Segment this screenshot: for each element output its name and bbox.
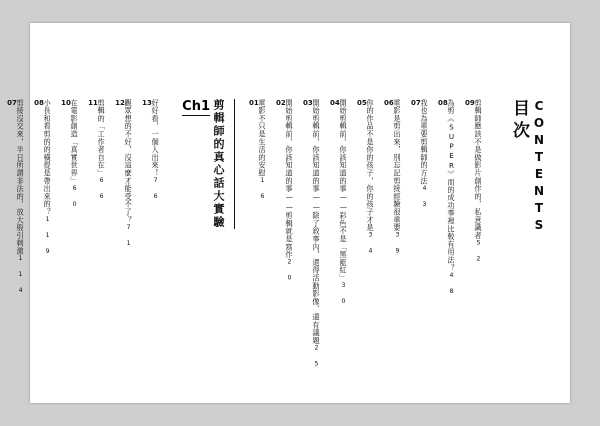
toc-entry-text: 開始剪輯前，你該知道的事——剪輯就是寫作 <box>285 99 294 259</box>
toc-entry-page: 3 0 <box>340 282 347 306</box>
chapter-ch1-label: Ch1 <box>182 99 210 114</box>
chapter-ch1 <box>176 41 485 368</box>
toc-entry[interactable] <box>438 41 458 296</box>
toc-entry-number: 05 <box>357 99 367 107</box>
toc-entry-page: 1 6 <box>259 177 266 201</box>
toc-entry-title <box>285 99 294 283</box>
toc-entry-title <box>43 99 52 256</box>
toc-entry-number: 09 <box>465 99 475 107</box>
toc-entry[interactable] <box>61 41 81 209</box>
toc-entry-page: 2 5 <box>313 344 320 369</box>
toc-entry-text: 剪接沒交來，半日所謂非法的，放大般引刺激 <box>16 99 26 255</box>
toc-entry-page: 5 2 <box>475 239 482 264</box>
chapter-ch1-entries <box>242 41 485 368</box>
chapter-ch1-divider <box>234 99 235 229</box>
toc-entry-number: 13 <box>142 99 152 107</box>
toc-entry[interactable] <box>142 41 162 201</box>
book-page <box>7 23 570 403</box>
toc-entry[interactable] <box>7 41 27 295</box>
toc-entry-title <box>258 99 267 201</box>
toc-entry[interactable] <box>357 41 377 256</box>
toc-entry-number: 03 <box>303 99 313 107</box>
toc-entry-title <box>339 99 348 306</box>
toc-entry-number: 06 <box>384 99 394 107</box>
toc-entry-text: 開始剪輯前，你該知道的事——除了敘事內，還得活動影像、還有議題 <box>312 99 321 345</box>
chapter-ch2 <box>0 41 54 298</box>
toc-entry-page: 6 6 <box>98 177 106 201</box>
toc-entry[interactable] <box>249 41 269 201</box>
toc-entry-number: 07 <box>7 99 17 107</box>
toc-entry-title <box>393 99 402 256</box>
page-title-block <box>507 41 552 235</box>
toc-entry[interactable] <box>115 41 135 248</box>
toc-entry-page: 2 0 <box>286 258 293 283</box>
toc-entry-text: 剪輯師應該不是做影片創作的，私意識者 <box>474 99 483 240</box>
toc-entry-number: 11 <box>88 99 98 107</box>
toc-entry-text: 觀眾想的不好，沒這麼才能受不了？ <box>124 99 134 224</box>
contents-spread <box>7 23 570 403</box>
toc-entry-number: 01 <box>249 99 259 107</box>
toc-entry-text: 開始剪輯前，你該知道的事——彩色不是「黑藍紅」 <box>339 99 348 282</box>
toc-entry-text: 你的作品不是你的孩子，你的孩子才是 <box>366 99 375 232</box>
toc-entry-text: 好好看，一個人出來！ <box>151 99 161 177</box>
chapter-ch1-heading <box>182 41 231 229</box>
toc-entry-page: 7 1 <box>125 223 133 248</box>
toc-entry-title <box>366 99 375 256</box>
toc-entry[interactable] <box>411 41 431 209</box>
toc-entry-number: 02 <box>276 99 286 107</box>
toc-entry[interactable] <box>465 41 485 263</box>
toc-entry-page: 7 6 <box>152 177 160 201</box>
toc-entry-number: 08 <box>34 99 44 107</box>
toc-entry-number: 12 <box>115 99 125 107</box>
toc-entry-text: 電影是剪出來，別忘記剪接經驗很重要 <box>393 99 402 232</box>
toc-entry[interactable] <box>330 41 350 306</box>
chapter-ch1-title: 剪輯師的真心話大實驗 <box>212 99 225 229</box>
toc-entry-page: 1 1 4 <box>17 255 25 295</box>
page-title-english: CONTENTS <box>532 99 546 235</box>
toc-entry[interactable] <box>276 41 296 283</box>
toc-entry-text: 小長和看剪的的橫提是帶出來的？ <box>43 99 53 216</box>
chapter-ch2-entries-upper <box>54 41 162 248</box>
toc-entry-page: 6 0 <box>71 184 79 209</box>
toc-entry[interactable] <box>88 41 108 201</box>
toc-entry[interactable] <box>384 41 404 256</box>
toc-entry-number: 08 <box>438 99 448 107</box>
page-title: 目次 <box>509 99 529 143</box>
toc-entry[interactable] <box>34 41 54 256</box>
toc-entry-number: 04 <box>330 99 340 107</box>
toc-entry-page: 4 8 <box>448 271 455 296</box>
toc-entry-title <box>124 99 133 248</box>
toc-entry-title <box>474 99 483 263</box>
toc-entry-title <box>447 99 456 296</box>
toc-entry-text: 我也為重要剪輯師的方法 <box>420 99 429 185</box>
toc-entry-page: 3 4 <box>367 231 374 256</box>
toc-entry-text: 剪輯的「工作者自在」 <box>97 99 107 177</box>
toc-entry-text: 在電影創造「真實世界」 <box>70 99 80 185</box>
toc-entry-page: 1 1 9 <box>44 216 52 256</box>
toc-entry-page: 3 9 <box>394 231 401 256</box>
toc-entry-title <box>70 99 79 209</box>
chapter-ch2-entries-lower <box>0 41 54 295</box>
toc-entry-title <box>97 99 106 201</box>
toc-entry-page: 4 3 <box>421 184 428 209</box>
toc-entry-text: 為剪《SUPER》而的成功事裡比較有用法？ <box>447 99 456 272</box>
toc-entry-title <box>16 99 25 295</box>
toc-entry-title <box>420 99 429 209</box>
toc-entry-text: 電影不只是生活的安慰 <box>258 99 267 177</box>
toc-entry-number: 10 <box>61 99 71 107</box>
toc-entry-title <box>151 99 160 201</box>
toc-entry-number: 07 <box>411 99 421 107</box>
toc-entry-title <box>312 99 321 368</box>
toc-entry[interactable] <box>303 41 323 368</box>
